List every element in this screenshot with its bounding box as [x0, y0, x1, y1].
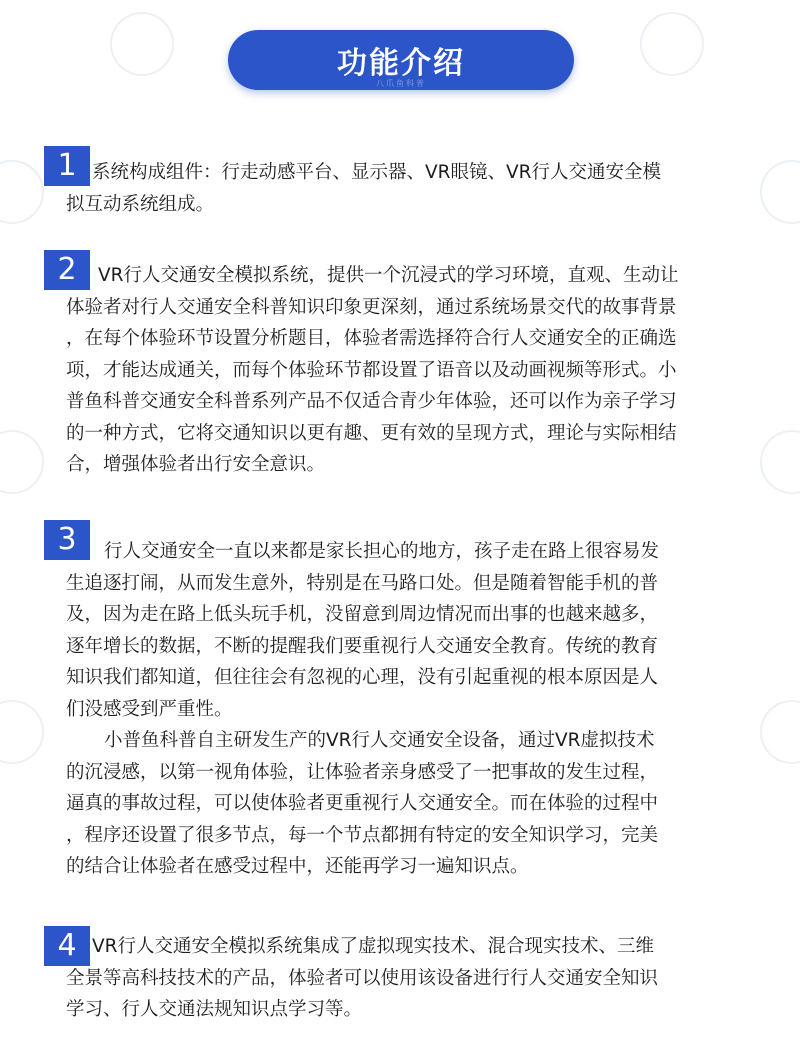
- watermark-logo: [760, 700, 800, 764]
- section-text: [44, 520, 764, 883]
- section-4: [44, 926, 764, 1026]
- text-line: 生追逐打闹，从而发生意外，特别是在马路口处。但是随着智能手机的普: [66, 572, 659, 594]
- watermark-logo: [0, 700, 44, 764]
- section-3: [44, 520, 764, 883]
- text-line: 拟互动系统组成。: [66, 193, 215, 215]
- text-line: 系统构成组件：行走动感平台、显示器、VR眼镜、VR行人交通安全模: [92, 162, 662, 183]
- text-line: ，程序还设置了很多节点，每一个节点都拥有特定的安全知识学习，完美: [66, 824, 659, 846]
- watermark-logo: [0, 430, 44, 494]
- text-line: 的一种方式，它将交通知识以更有趣、更有效的呈现方式，理论与实际相结: [66, 422, 677, 444]
- section-1: [44, 146, 764, 220]
- text-line: 项，才能达成通关，而每个体验环节都设置了语音以及动画视频等形式。小: [66, 359, 677, 381]
- header-banner: [228, 30, 574, 90]
- section-text: [44, 146, 764, 220]
- text-line: 体验者对行人交通安全科普知识印象更深刻，通过系统场景交代的故事背景: [66, 296, 677, 318]
- text-line: 全景等高科技技术的产品，体验者可以使用该设备进行行人交通安全知识: [66, 967, 659, 989]
- text-line: 们没感受到严重性。: [66, 698, 233, 720]
- text-line: 小普鱼科普自主研发生产的VR行人交通安全设备，通过VR虚拟技术: [104, 730, 655, 751]
- section-number-badge: 3: [44, 520, 90, 560]
- text-line: 普鱼科普交通安全科普系列产品不仅适合青少年体验，还可以作为亲子学习: [66, 391, 677, 412]
- text-line: VR行人交通安全模拟系统集成了虚拟现实技术、混合现实技术、三维: [92, 936, 655, 957]
- text-line: 合，增强体验者出行安全意识。: [66, 454, 326, 475]
- text-line: 及，因为走在路上低头玩手机，没留意到周边情况而出事的也越来越多，: [66, 604, 659, 625]
- text-line: VR行人交通安全模拟系统，提供一个沉浸式的学习环境，直观、生动让: [98, 265, 679, 286]
- watermark-logo: [0, 160, 44, 224]
- section-text: [44, 926, 764, 1026]
- header-watermark-text: 八爪鱼科普: [376, 79, 426, 88]
- section-number-badge: 2: [44, 250, 90, 290]
- text-line: 行人交通安全一直以来都是家长担心的地方，孩子走在路上很容易发: [104, 541, 660, 562]
- watermark-logo: [640, 12, 704, 76]
- watermark-logo: [760, 430, 800, 494]
- text-line: 逼真的事故过程，可以使体验者更重视行人交通安全。而在体验的过程中: [66, 793, 659, 814]
- page-title: 功能介绍: [337, 46, 465, 81]
- section-text: [44, 250, 764, 481]
- text-line: 的沉浸感，以第一视角体验，让体验者亲身感受了一把事故的发生过程，: [66, 761, 659, 783]
- section-number-badge: 1: [44, 146, 90, 186]
- section-2: [44, 250, 764, 481]
- text-line: ，在每个体验环节设置分析题目，体验者需选择符合行人交通安全的正确选: [66, 328, 677, 349]
- text-line: 的结合让体验者在感受过程中，还能再学习一遍知识点。: [66, 856, 529, 877]
- text-line: 学习、行人交通法规知识点学习等。: [66, 999, 363, 1020]
- text-line: 逐年增长的数据，不断的提醒我们要重视行人交通安全教育。传统的教育: [66, 635, 659, 657]
- section-number-badge: 4: [44, 926, 90, 966]
- watermark-logo: [760, 160, 800, 224]
- text-line: 知识我们都知道，但往往会有忽视的心理，没有引起重视的根本原因是人: [66, 667, 659, 688]
- watermark-logo: [110, 12, 174, 76]
